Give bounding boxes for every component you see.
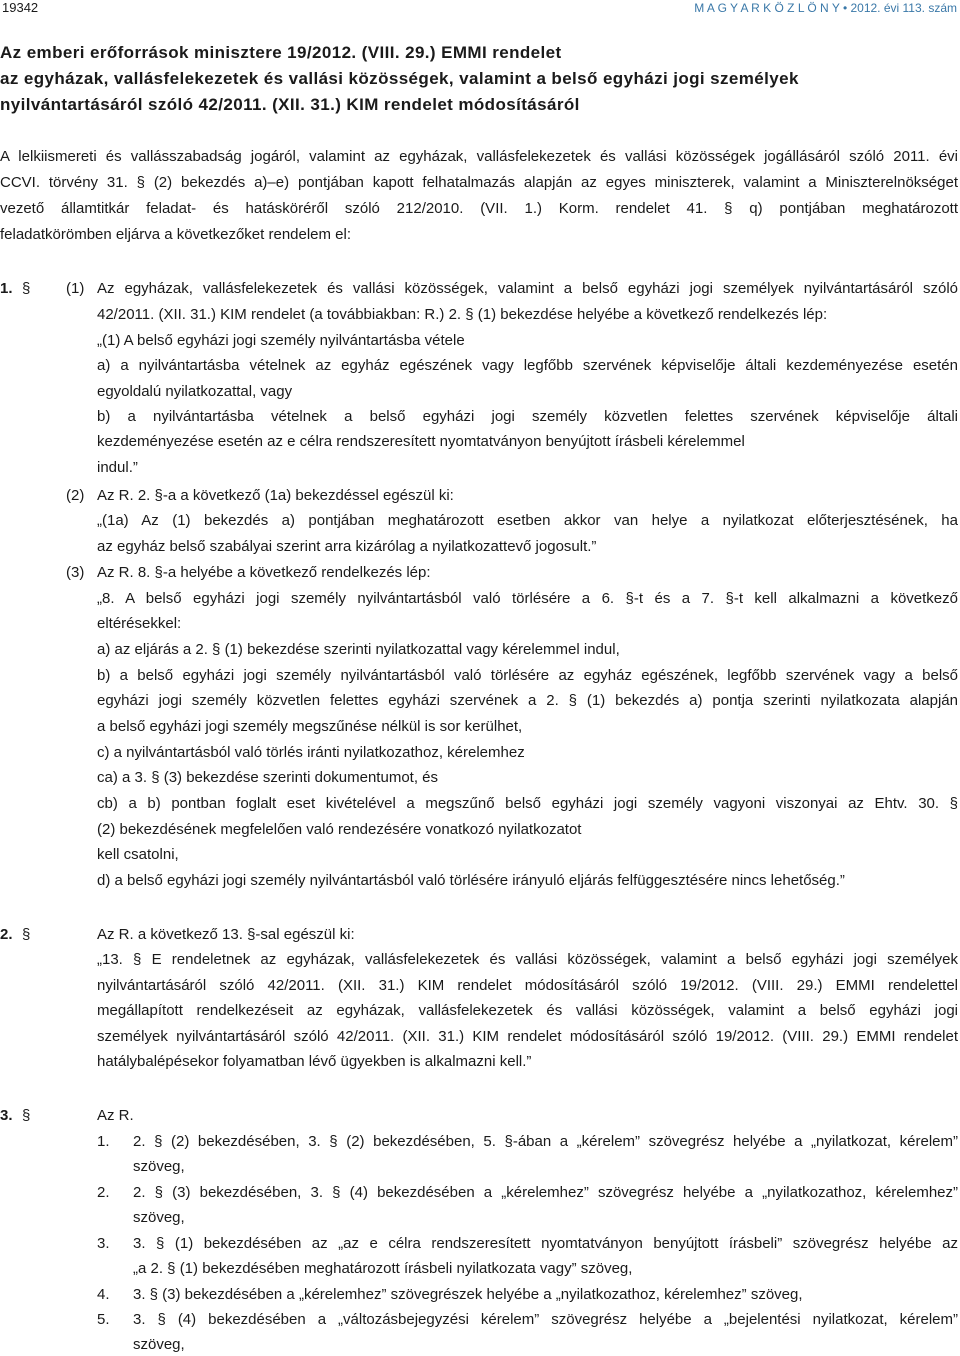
preamble-line: CCVI. törvény 31. § (2) bekezdés a)–e) pontjában kapott felhatalmazás alapján az egyes miniszterek, valamint a Miniszterelnökséget	[0, 174, 958, 191]
list-item-text: 3. § (3) bekezdésében a „kérelemhez” szövegrészek helyébe a „nyilatkozathoz, kérelemhez” szöveg,	[133, 1286, 803, 1303]
text-line: megállapított rendelkezéseit az egyházak, vallásfelekezetek és vallási közösségek, valamint a belső egyházi jogi	[97, 1002, 958, 1019]
text-line: ca) a 3. § (3) bekezdése szerinti dokumentumot, és	[97, 769, 439, 786]
section-number: 1.	[0, 280, 13, 297]
preamble-line: vezető államtitkár feladat- és hatásköréről szóló 212/2010. (VII. 1.) Korm. rendelet 41. § q) pontjában meghatározott	[0, 200, 958, 217]
text-line: nyilvántartásáról szóló 42/2011. (XII. 31.) KIM rendelet módosításáról szóló 19/2012. (VIII. 29.) EMMI rendelettel	[97, 977, 958, 994]
document-title	[0, 40, 958, 118]
list-item-text: 3. § (1) bekezdésében az „az e célra rendszeresített nyomtatványon benyújtott írásbeli” szövegrész helyébe az	[133, 1235, 958, 1252]
preamble-line: feladatkörömben eljárva a következőket rendelem el:	[0, 226, 352, 243]
list-item-text: 2. § (3) bekezdésében, 3. § (4) bekezdésében a „kérelemhez” szövegrész helyébe a „nyilatkozathoz, kérelemhez”	[133, 1184, 958, 1201]
list-item-text: szöveg,	[133, 1158, 185, 1175]
list-item-number: 2.	[97, 1184, 110, 1201]
text-line: c) a nyilvántartásból való törlés iránti nyilatkozathoz, kérelemhez	[97, 744, 525, 761]
title-line: Az emberi erőforrások minisztere 19/2012. (VIII. 29.) EMMI rendelet	[0, 43, 562, 62]
list-item-text: 3. § (4) bekezdésében a „változásbejegyzési kérelem” szövegrész helyébe a „bejelentési nyilatkozat, kérelem”	[133, 1311, 958, 1328]
text-line: 42/2011. (XII. 31.) KIM rendelet (a továbbiakban: R.) 2. § (1) bekezdése helyébe a következő rendelkezés lép:	[97, 306, 828, 323]
list-item-number: 3.	[97, 1235, 110, 1252]
list-item-text: „a 2. § (1) bekezdésében meghatározott írásbeli nyilatkozata vagy” szöveg,	[133, 1260, 633, 1277]
text-line: az egyház belső szabályai szerint arra kizárólag a nyilatkozattevő jogosult.”	[97, 538, 597, 555]
text-line: indul.”	[97, 459, 138, 476]
text-line: személyek nyilvántartásáról szóló 42/2011. (XII. 31.) KIM rendelet módosításáról szóló 19/2012. (VIII. 29.) EMMI rendelet	[97, 1028, 958, 1045]
text-line: kezdeményezése esetén az e célra rendszeresített nyomtatványon benyújtott írásbeli kérelemmel	[97, 433, 745, 450]
text-line: egyoldalú nyilatkozattal, vagy	[97, 383, 293, 400]
paragraph-label: (3)	[66, 564, 85, 581]
list-item-number: 1.	[97, 1133, 110, 1150]
text-line: a) az eljárás a 2. § (1) bekezdése szerinti nyilatkozattal vagy kérelemmel indul,	[97, 641, 620, 658]
text-line: Az egyházak, vallásfelekezetek és vallási közösségek, valamint a belső egyházi jogi személyek nyilvántartásáról szóló	[97, 280, 958, 297]
page-number: 19342	[2, 0, 39, 15]
list-item-text: 2. § (2) bekezdésében, 3. § (2) bekezdésében, 5. §-ában a „kérelem” szövegrész helyébe a „nyilatkozat, kérelem”	[133, 1133, 958, 1150]
text-line: Az R. 2. §-a a következő (1a) bekezdéssel egészül ki:	[97, 487, 454, 504]
preamble-line: A lelkiismereti és vallásszabadság jogáról, valamint az egyházak, vallásfelekezetek és vallási közösségek jogállásáról szóló 2011. évi	[0, 148, 958, 165]
text-line: egyházi jogi személy közvetlen felettes egyházi szervének a 2. § (1) bekezdés a) pontja szerinti nyilatkozata alapján	[97, 692, 958, 709]
section-number: 3.	[0, 1107, 13, 1124]
list-item-number: 5.	[97, 1311, 110, 1328]
page-header	[0, 0, 960, 20]
text-line: Az R.	[97, 1107, 134, 1124]
text-line: hatálybalépésekor folyamatban lévő ügyekben is alkalmazni kell.”	[97, 1053, 532, 1070]
text-line: „8. A belső egyházi jogi személy nyilvántartásból való törlésére a 6. §-t és a 7. §-t kell alkalmazni a következő	[97, 590, 958, 607]
text-line: kell csatolni,	[97, 846, 179, 863]
section-symbol: §	[22, 926, 31, 943]
list-item-number: 4.	[97, 1286, 110, 1303]
paragraph-label: (2)	[66, 487, 85, 504]
list-item-text: szöveg,	[133, 1209, 185, 1226]
text-line: b) a nyilvántartásba vételnek a belső egyházi jogi személy közvetlen felettes szervének képviselője általi	[97, 408, 958, 425]
text-line: d) a belső egyházi jogi személy nyilvántartásból való törlésére irányuló eljárás felfüggesztésére nincs lehetőség.”	[97, 872, 845, 889]
section-symbol: §	[22, 280, 31, 297]
text-line: „(1a) Az (1) bekezdés a) pontjában meghatározott esetben akkor van helye a nyilatkozat előterjesztésének, ha	[97, 512, 958, 529]
section-number: 2.	[0, 926, 13, 943]
text-line: cb) a b) pontban foglalt eset kivételével a megszűnő belső egyházi jogi személy vagyoni viszonyai az Ehtv. 30. §	[97, 795, 958, 812]
text-line: a) a nyilvántartásba vételnek az egyház egészének vagy legfőbb szervének képviselője általi kezdeményezése esetén	[97, 357, 958, 374]
text-line: a belső egyházi jogi személy megszűnése nélkül is sor kerülhet,	[97, 718, 523, 735]
text-line: (2) bekezdésének megfelelően való rendezésére vonatkozó nyilatkozatot	[97, 821, 582, 838]
text-line: „13. § E rendeletnek az egyházak, vallásfelekezetek és vallási közösségek, valamint a belső egyházi jogi személyek	[97, 951, 958, 968]
journal-title: M A G Y A R K Ö Z L Ö N Y • 2012. évi 113. szám	[694, 1, 957, 15]
paragraph-label: (1)	[66, 280, 85, 297]
text-line: eltérésekkel:	[97, 615, 182, 632]
text-line: Az R. a következő 13. §-sal egészül ki:	[97, 926, 355, 943]
title-line: nyilvántartásáról szóló 42/2011. (XII. 31.) KIM rendelet módosításáról	[0, 95, 580, 114]
text-line: b) a belső egyházi jogi személy nyilvántartásból való törlésére az egyház egészének, legfőbb szervének vagy a belső	[97, 667, 958, 684]
title-line: az egyházak, vallásfelekezetek és vallási közösségek, valamint a belső egyházi jogi személyek	[0, 69, 799, 88]
text-line: „(1) A belső egyházi jogi személy nyilvántartásba vétele	[97, 332, 465, 349]
text-line: Az R. 8. §-a helyébe a következő rendelkezés lép:	[97, 564, 431, 581]
section-symbol: §	[22, 1107, 31, 1124]
list-item-text: szöveg,	[133, 1336, 185, 1353]
